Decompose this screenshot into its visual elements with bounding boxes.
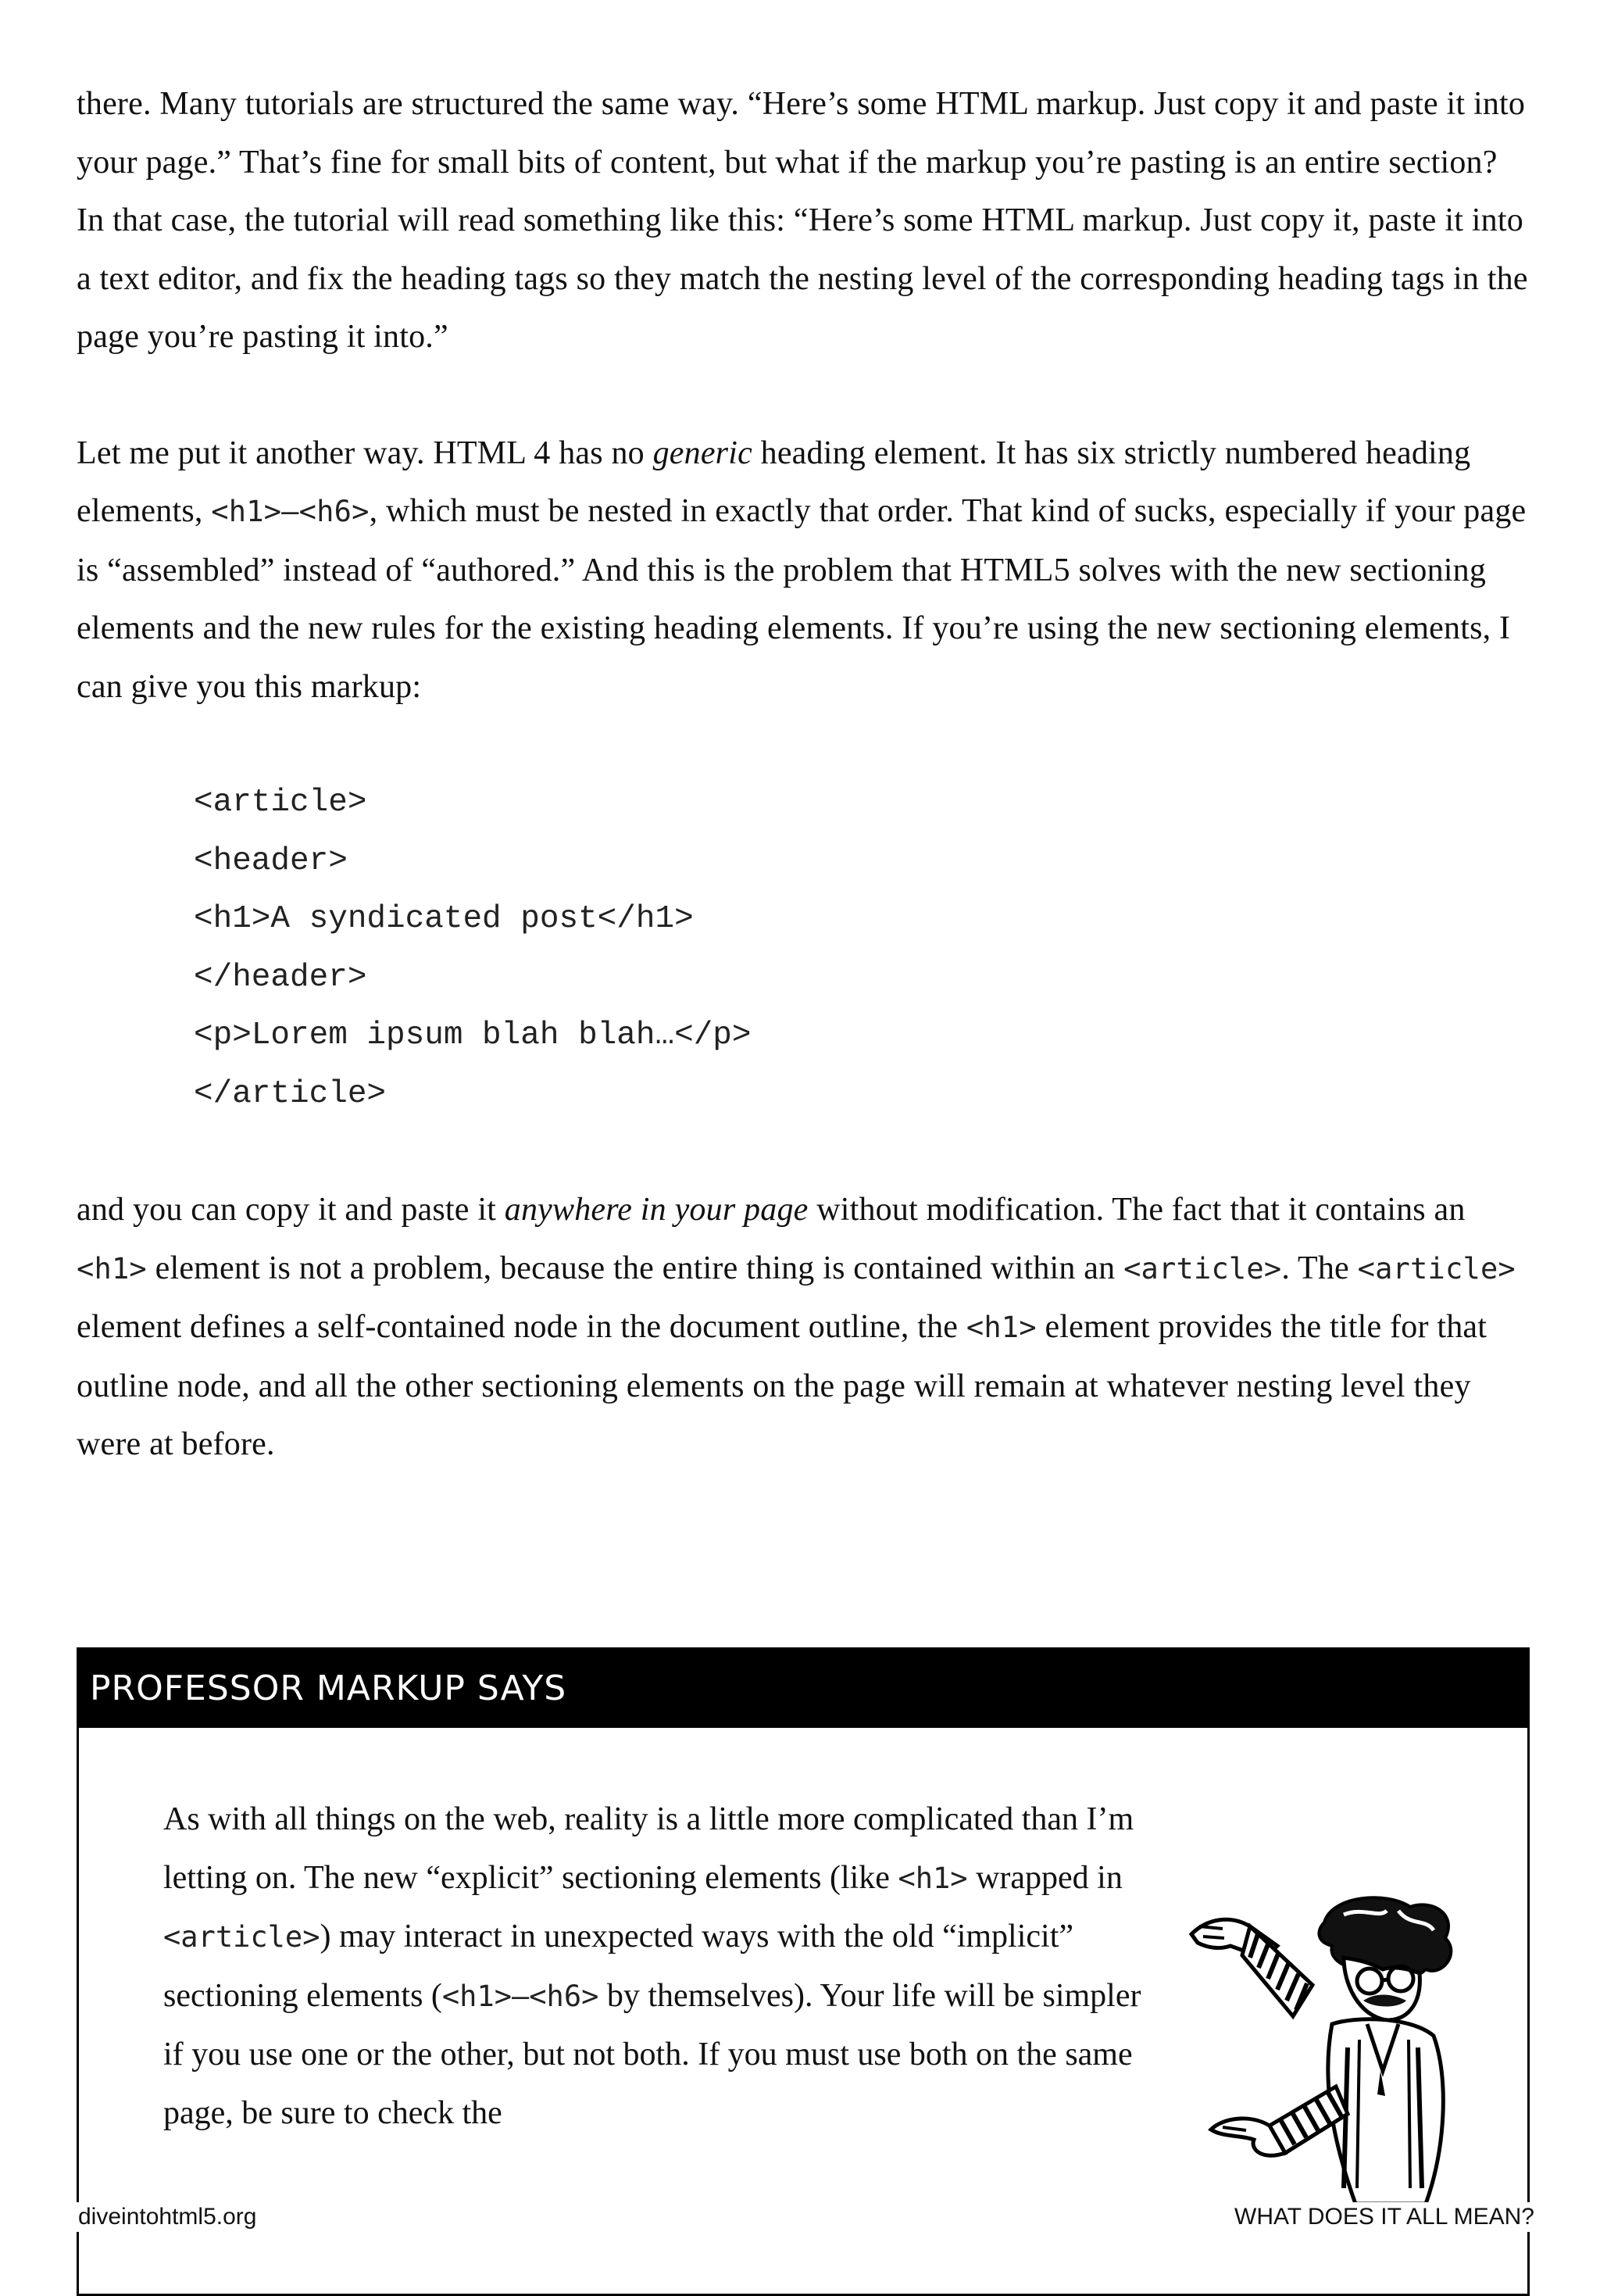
code-line: <header>: [194, 842, 348, 879]
paragraph-2-text: heading element. It has six strictly numbered heading elements,: [77, 435, 1471, 529]
inline-code: <article>: [1123, 1251, 1282, 1286]
footer-site-url: diveintohtml5.org: [75, 2202, 259, 2232]
callout-text: [163, 1790, 1148, 2142]
paragraph-3-text: . The: [1281, 1250, 1358, 1286]
code-line: <h1>A syndicated post</h1>: [194, 901, 694, 937]
professor-markup-illustration-icon: [1176, 1891, 1520, 2219]
inline-code: <h1>: [966, 1311, 1037, 1344]
emphasis-generic: generic: [652, 435, 752, 471]
paragraph-3: [77, 1181, 1530, 1474]
paragraph-2: [77, 424, 1530, 717]
callout-text-part: As with all things on the web, reality is a little more complicated than I’m letting on. The new “explicit” sectioning elements (like: [163, 1801, 1134, 1896]
inline-code: <article>: [1357, 1251, 1516, 1286]
main-content: [77, 75, 1530, 1474]
paragraph-2-text: Let me put it another way. HTML 4 has no: [77, 435, 653, 471]
inline-code: <article>: [163, 1920, 320, 1954]
code-line: <article>: [194, 785, 367, 821]
paragraph-3-text: and you can copy it and paste it: [77, 1192, 505, 1228]
callout-text-part: wrapped in: [967, 1859, 1123, 1896]
code-block: [77, 774, 1530, 1123]
callout-title: PROFESSOR MARKUP SAYS: [79, 1650, 1527, 1728]
paragraph-1: there. Many tutorials are structured the same way. “Here’s some HTML markup. Just copy it and paste it into your page.” That’s fine for small bits of content, but what if the markup you’re pasting is an entire section? In that case, the tutorial will read something like this: “Here’s some HTML markup. Just copy it, paste it into a text editor, and fix the heading tags so they match the nesting level of the corresponding heading tags in the page you’re pasting it into.”: [77, 86, 1528, 355]
emphasis-anywhere: anywhere in your page: [504, 1192, 809, 1228]
code-line: </article>: [194, 1075, 387, 1112]
inline-code: <h1>–<h6>: [441, 1979, 599, 2013]
paragraph-3-text: element provides the title for that outline node, and all the other sectioning elements on the page will remain at whatever nesting level they were at before.: [77, 1309, 1488, 1462]
callout-body: [163, 1790, 1148, 2142]
code-line: <p>Lorem ipsum blah blah…</p>: [194, 1017, 752, 1053]
inline-code: <h1>: [898, 1861, 968, 1895]
callout-text-part: by themselves). Your life will be simpler if you use one or the other, but not both. If you must use both on the same page, be sure to check the: [163, 1977, 1141, 2131]
footer-chapter-title: WHAT DOES IT ALL MEAN?: [1231, 2202, 1538, 2232]
paragraph-2-text: , which must be nested in exactly that order. That kind of sucks, especially if your page is “assembled” instead of “authored.” And this is the problem that HTML5 solves with the new sectioning elements and the new rules for the existing heading elements. If you’re using the new sectioning elements, I can give you this markup:: [77, 493, 1527, 705]
paragraph-3-text: element is not a problem, because the entire thing is contained within an: [146, 1250, 1124, 1286]
paragraph-3-text: element defines a self-contained node in the document outline, the: [77, 1309, 966, 1345]
callout-text-part: ) may interact in unexpected ways with the old “implicit” sectioning elements (: [163, 1919, 1074, 2014]
inline-code: <h1>: [77, 1251, 147, 1286]
paragraph-3-text: without modification. The fact that it contains an: [808, 1192, 1466, 1228]
inline-code: <h1>–<h6>: [211, 495, 370, 528]
code-line: </header>: [194, 959, 367, 996]
